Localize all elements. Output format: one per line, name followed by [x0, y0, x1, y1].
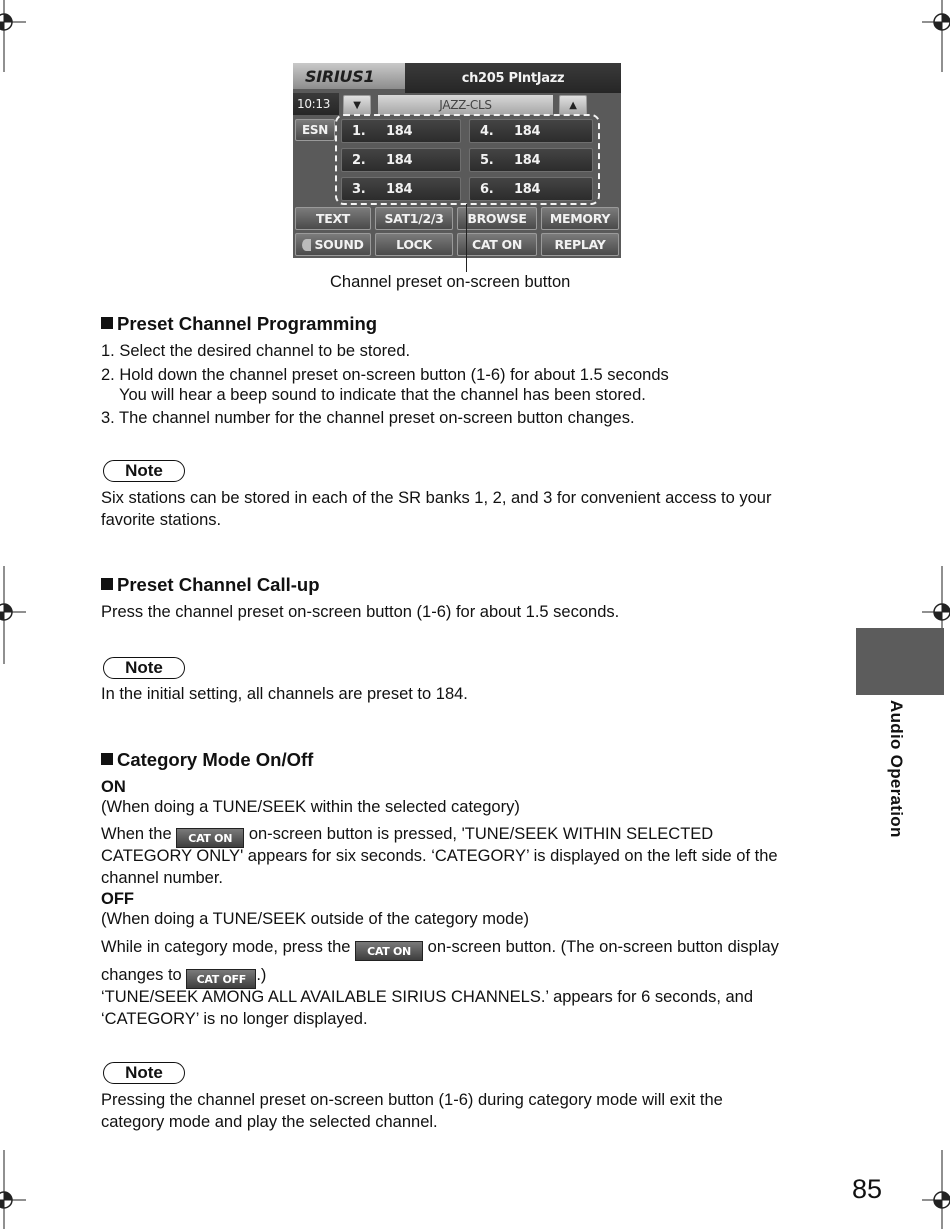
sat-button[interactable]: SAT1/2/3: [375, 207, 453, 230]
category-display: JAZZ-CLS: [378, 95, 553, 115]
cat-on-button-image: CAT ON: [176, 828, 244, 848]
chapter-tab: [856, 628, 944, 695]
heading-text: Category Mode On/Off: [117, 749, 314, 770]
registration-mark-bottom-left: [0, 1150, 46, 1229]
preset-highlight-frame: [335, 114, 600, 205]
on-text-line2: CATEGORY ONLY' appears for six seconds. ‘CATEGORY’ is displayed on the left side of the: [101, 847, 778, 865]
registration-mark-mid-left: [0, 566, 46, 666]
bullet-square-icon: [101, 753, 113, 765]
callup-text: Press the channel preset on-screen button (1-6) for about 1.5 seconds.: [101, 603, 620, 621]
preset-value: 184: [514, 123, 541, 139]
bullet-square-icon: [101, 317, 113, 329]
note-text: Pressing the channel preset on-screen button (1-6) during category mode will exit the: [101, 1091, 723, 1109]
cat-off-button-image: CAT OFF: [186, 969, 256, 989]
preset-number: 2.: [352, 152, 366, 168]
replay-button[interactable]: REPLAY: [541, 233, 619, 256]
preset-value: 184: [514, 152, 541, 168]
cat-on-button[interactable]: CAT ON: [457, 233, 537, 256]
registration-mark-top-left: [0, 0, 46, 74]
lock-button[interactable]: LOCK: [375, 233, 453, 256]
step-2-detail: You will hear a beep sound to indicate that the channel has been stored.: [119, 386, 646, 404]
note-badge: Note: [103, 460, 185, 482]
on-text-line3: channel number.: [101, 869, 224, 887]
preset-number: 5.: [480, 152, 494, 168]
section-heading-programming: [101, 313, 377, 335]
text-fragment: .): [256, 966, 267, 984]
source-label: SIRIUS1: [293, 63, 405, 89]
chapter-label: Audio Operation: [887, 700, 906, 838]
off-label: OFF: [101, 890, 134, 908]
off-text-line3: ‘TUNE/SEEK AMONG ALL AVAILABLE SIRIUS CHANNELS.’ appears for 6 seconds, and: [101, 988, 754, 1006]
heading-text: Preset Channel Programming: [117, 313, 378, 334]
registration-mark-top-right: [910, 0, 950, 74]
off-text-line4: ‘CATEGORY’ is no longer displayed.: [101, 1010, 368, 1028]
step-3: 3. The channel number for the channel preset on-screen button changes.: [101, 409, 635, 427]
section-heading-callup: [101, 574, 320, 596]
registration-mark-bottom-right: [910, 1150, 950, 1229]
screen-caption: Channel preset on-screen button: [330, 273, 571, 291]
sound-button-label: SOUND: [314, 237, 364, 252]
sirius-screen-illustration: [293, 63, 621, 258]
on-subtitle: (When doing a TUNE/SEEK within the selected category): [101, 798, 520, 816]
note-text: In the initial setting, all channels are preset to 184.: [101, 685, 468, 703]
preset-number: 3.: [352, 181, 366, 197]
memory-button[interactable]: MEMORY: [541, 207, 619, 230]
text-fragment: on-screen button. (The on-screen button display: [427, 938, 779, 956]
off-text-line1: [101, 936, 779, 961]
off-subtitle: (When doing a TUNE/SEEK outside of the category mode): [101, 910, 530, 928]
text-button[interactable]: TEXT: [295, 207, 371, 230]
note-badge: Note: [103, 1062, 185, 1084]
esn-button[interactable]: ESN: [295, 119, 335, 141]
text-fragment: While in category mode, press the: [101, 938, 351, 956]
bullet-square-icon: [101, 578, 113, 590]
preset-value: 184: [386, 181, 413, 197]
callout-line: [466, 204, 467, 272]
sound-icon: [302, 239, 311, 251]
cat-on-button-image: CAT ON: [355, 941, 423, 961]
note-badge: Note: [103, 657, 185, 679]
note-text: Six stations can be stored in each of the SR banks 1, 2, and 3 for convenient access to your: [101, 489, 772, 507]
preset-value: 184: [386, 123, 413, 139]
preset-value: 184: [386, 152, 413, 168]
channel-display: ch205 PlntJazz: [405, 63, 621, 93]
preset-number: 4.: [480, 123, 494, 139]
category-down-button[interactable]: ▼: [343, 95, 371, 115]
text-fragment: changes to: [101, 966, 182, 984]
browse-button[interactable]: BROWSE: [457, 207, 537, 230]
step-2: 2. Hold down the channel preset on-screen button (1-6) for about 1.5 seconds: [101, 366, 669, 384]
heading-text: Preset Channel Call-up: [117, 574, 320, 595]
step-1: 1. Select the desired channel to be stored.: [101, 342, 411, 360]
page-number: 85: [852, 1174, 883, 1204]
preset-value: 184: [514, 181, 541, 197]
text-fragment: on-screen button is pressed, 'TUNE/SEEK WITHIN SELECTED: [248, 825, 714, 843]
on-label: ON: [101, 778, 126, 796]
preset-number: 1.: [352, 123, 366, 139]
note-text: category mode and play the selected channel.: [101, 1113, 438, 1131]
section-heading-category: [101, 749, 313, 771]
clock-display: 10:13: [293, 93, 339, 115]
text-fragment: When the: [101, 825, 172, 843]
category-up-button[interactable]: ▲: [559, 95, 587, 115]
note-text: favorite stations.: [101, 511, 222, 529]
sound-button[interactable]: [295, 233, 371, 256]
preset-number: 6.: [480, 181, 494, 197]
